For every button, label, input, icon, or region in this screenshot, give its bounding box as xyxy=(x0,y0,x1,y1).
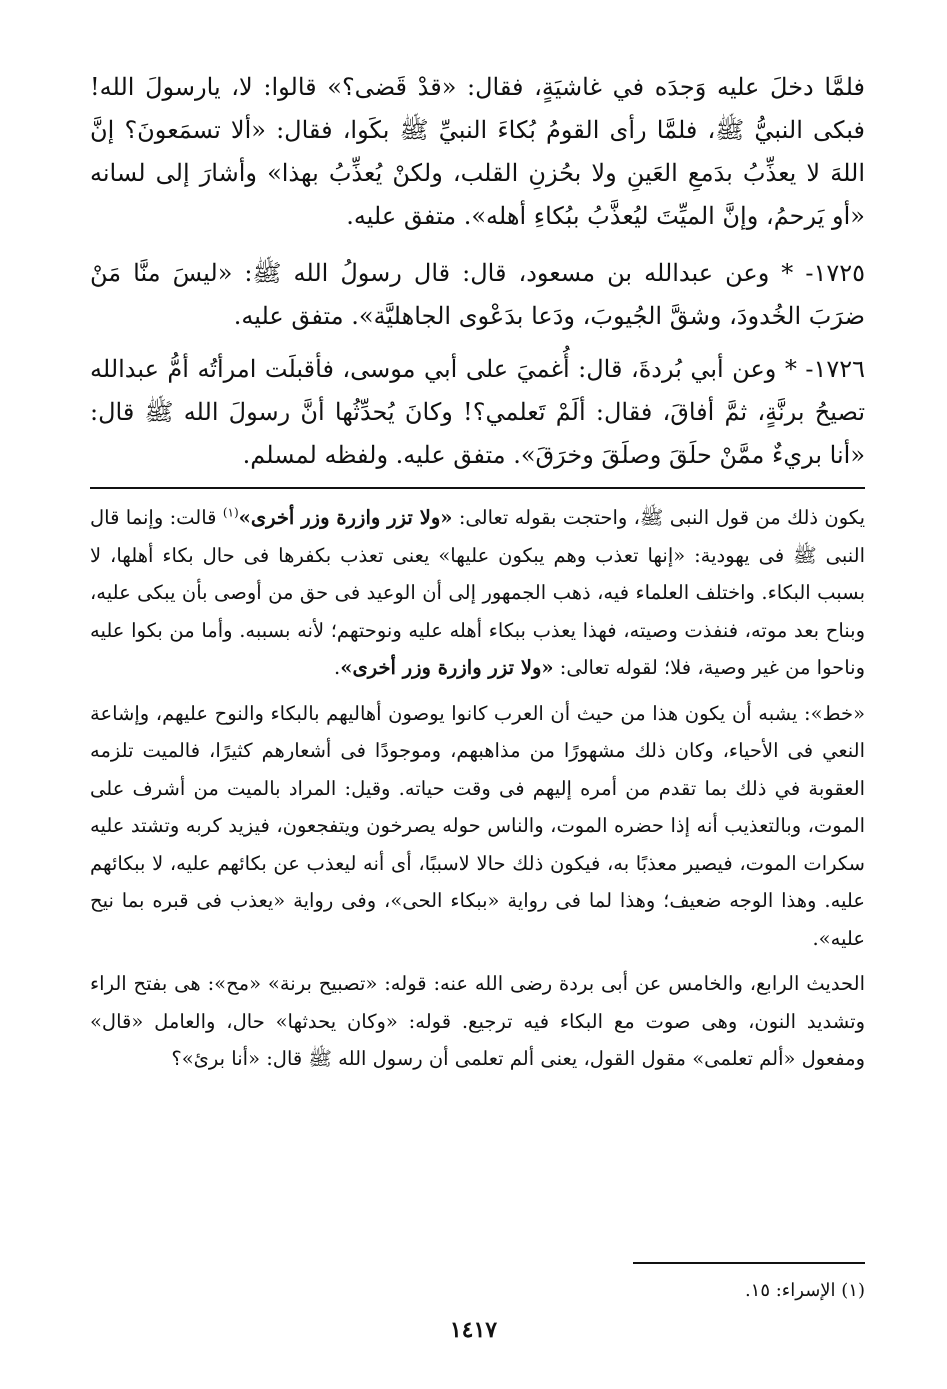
page-body xyxy=(90,66,865,1086)
commentary-paragraph-3: الحديث الرابع، والخامس عن أبى بردة رضى الله عنه: قوله: «تصبيح برنة» «مح»: هى بفتح الراء وتشديد النون، وهى صوت مع البكاء فيه ترجيع. قوله: «وكان يحدثها» حال، والعامل «قال» ومفعول «ألم تعلمى» مقول القول، يعنى ألم تعلمى أن رسول الله ﷺ قال: «أنا برئ»؟ xyxy=(90,972,865,1070)
commentary xyxy=(90,499,865,1078)
commentary-text: قالت: وإنما قال النبى ﷺ فى يهودية: «إنها تعذب وهم يبكون عليها» يعنى تعذب بكفرها فى حال بكاء أهلها، لا بسبب البكاء. واختلف العلماء فيه، ذهب الجمهور إلى أن الوعيد فى حق من أوصى بأن يبكى عليه، وبناح بعد موته، فنفذت وصيته، فهذا يعذب ببكاء أهله عليه ونوحتهم؛ لأنه بسببه. وأما من بكوا عليه وناحوا من غير وصية، فلا؛ لقوله تعالى: xyxy=(90,506,865,679)
commentary-paragraph-1 xyxy=(90,499,865,687)
quran-quote: «ولا تزر وازرة وزر أخرى» xyxy=(238,506,453,529)
footnote-divider xyxy=(633,1262,865,1264)
commentary-text: يكون ذلك من قول النبى ﷺ، واحتجت بقوله تعالى: xyxy=(452,506,865,529)
commentary-paragraph-2: «خط»: يشبه أن يكون هذا من حيث أن العرب كانوا يوصون أهاليهم بالبكاء والنوح عليهم، وإشاعة النعي فى الأحياء، وكان ذلك مشهورًا من مذاهبهم، وموجودًا فى أشعارهم كثيرًا، فالميت تلزمه العقوبة في ذلك بما تقدم من أمره إليهم فى وقت حياته. وقيل: المراد بالميت من أشرف على الموت، وبالتعذيب أنه إذا حضره الموت، والناس حوله يصرخون ويتفجعون، فيزيد كربه وتشتد عليه سكرات الموت، فيصير معذبًا به، فيكون ذلك حالا لاسببًا، أى أنه ليعذب عن بكائهم عليه، لا ببكائهم عليه. وهذا الوجه ضعيف؛ وهذا لما فى رواية «ببكاء الحى»، وفى رواية «يعذب فى قبره بما نيح عليه». xyxy=(90,701,865,950)
footnote: (١) الإسراء: ١٥. xyxy=(744,1280,865,1301)
section-divider xyxy=(90,487,865,489)
hadith-1726: ١٧٢٦- * وعن أبي بُردةَ، قال: أُغميَ على أبي موسى، فأقبلَت امرأتُه أمُّ عبدالله تصيحُ برنَّةٍ، ثمَّ أفاقَ، فقال: ألَمْ تَعلمي؟! وكانَ يُحدِّثُها أنَّ رسولَ الله ﷺ قال: «أنا بريءٌ ممَّنْ حلَقَ وصلَقَ وخرَقَ». متفق عليه. ولفظه لمسلم. xyxy=(90,355,866,469)
hadith-paragraph: فلمَّا دخلَ عليه وَجدَه في غاشيَةٍ، فقال: «قدْ قَضى؟» قالوا: لا، يارسولَ الله! فبكى النبيُّ ﷺ، فلمَّا رأى القومُ بُكاءَ النبيِّ ﷺ بكَوا، فقال: «ألا تسمَعونَ؟ إنَّ اللهَ لا يعذِّبُ بدَمعِ العَينِ ولا بحُزنِ القلب، ولكنْ يُعذِّبُ بهذا» وأشارَ إلى لسانه «أو يَرحمُ، وإنَّ الميِّتَ ليُعذَّبُ ببُكاءِ أهله». متفق عليه. xyxy=(90,73,865,230)
hadith-1725: ١٧٢٥- * وعن عبدالله بن مسعود، قال: قال رسولُ الله ﷺ: «ليسَ منَّا مَنْ ضرَبَ الخُدودَ، وشقَّ الجُيوبَ، ودَعا بدَعْوى الجاهليَّة». متفق عليه. xyxy=(90,259,865,330)
commentary-text: . xyxy=(334,656,341,679)
page-number: ١٤١٧ xyxy=(449,1317,498,1343)
hadith-text xyxy=(90,66,865,477)
quran-quote: «ولا تزر وازرة وزر أخرى» xyxy=(340,656,554,679)
footnote-marker: (١) xyxy=(222,505,239,520)
